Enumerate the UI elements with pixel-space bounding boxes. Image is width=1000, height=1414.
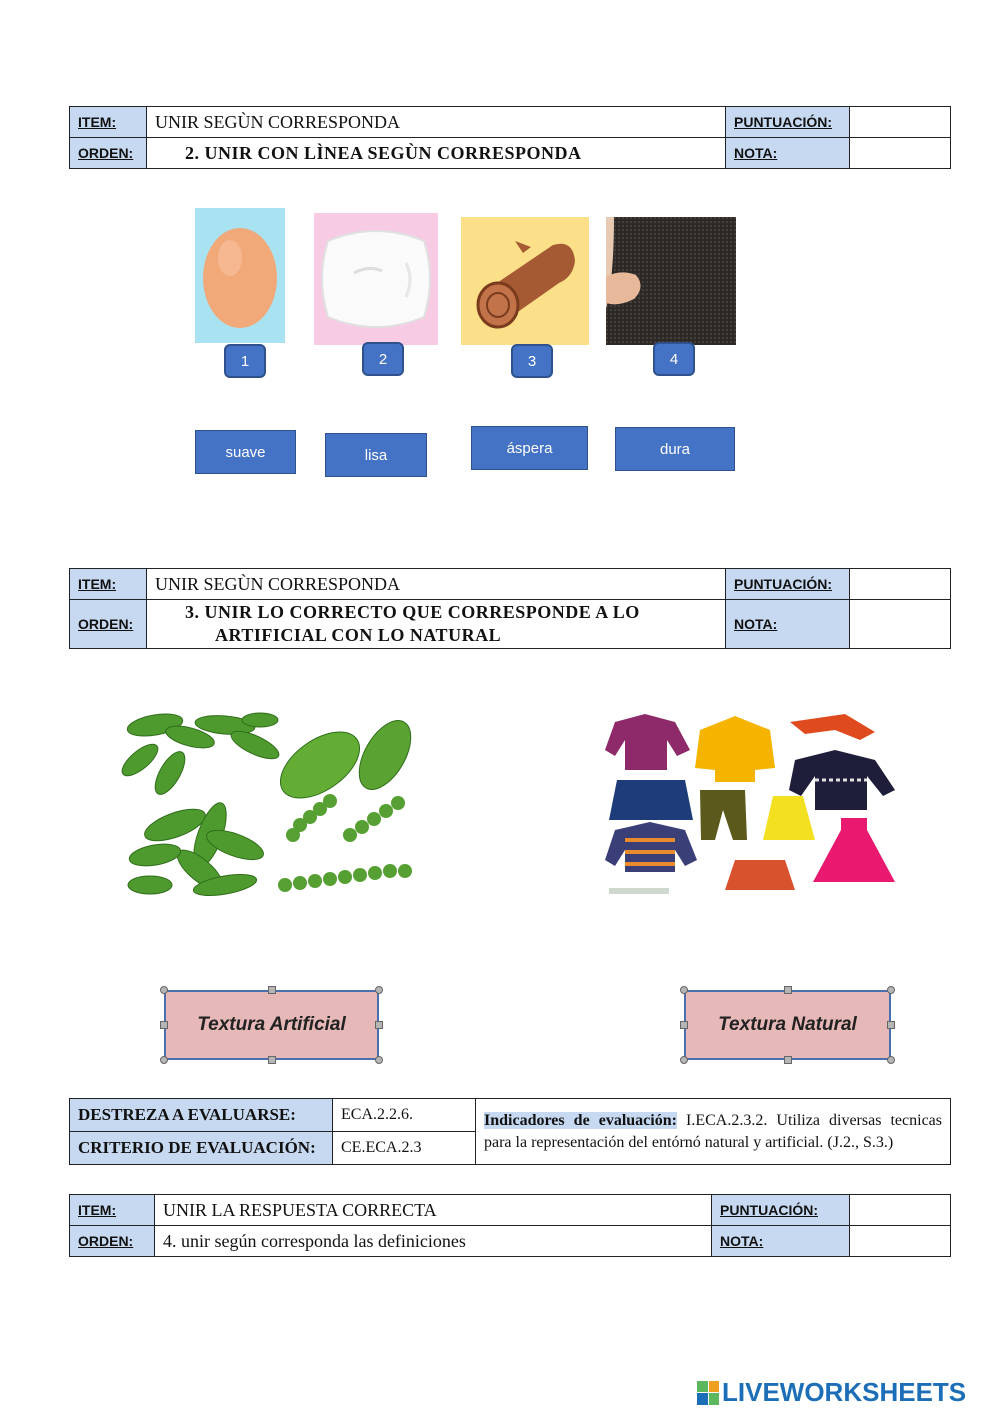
score-field[interactable] — [850, 569, 951, 600]
order-label: ORDEN: — [70, 1226, 155, 1257]
resize-handle-icon[interactable] — [887, 1021, 895, 1029]
liveworksheets-logo-text: LIVEWORKSHEETS — [722, 1377, 967, 1407]
resize-handle-icon[interactable] — [887, 1056, 895, 1064]
log-icon — [461, 217, 589, 345]
resize-handle-icon[interactable] — [375, 986, 383, 994]
order-value: 4. unir según corresponda las definiciones — [155, 1226, 712, 1257]
score-label: PUNTUACIÓN: — [726, 107, 850, 138]
order-label: ORDEN: — [70, 138, 147, 169]
resize-handle-icon[interactable] — [268, 986, 276, 994]
pillow-image — [314, 213, 438, 345]
header-table-1 — [69, 106, 951, 169]
number-button-4[interactable]: 4 — [653, 342, 695, 376]
resize-handle-icon[interactable] — [375, 1056, 383, 1064]
indicator-text: I.ECA.2.3.2. Utiliza diversas tecnicas para la representación del entórnó natural y artificial. (J.2., S.3.) — [484, 1111, 943, 1151]
item-label: ITEM: — [70, 1195, 155, 1226]
item-value: UNIR SEGÙN CORRESPONDA — [147, 569, 726, 600]
egg-icon — [195, 208, 285, 343]
resize-handle-icon[interactable] — [268, 1056, 276, 1064]
leaves-image — [115, 705, 425, 910]
grade-field[interactable] — [850, 1226, 951, 1257]
leaves-icon — [115, 705, 425, 910]
resize-handle-icon[interactable] — [784, 986, 792, 994]
resize-handle-icon[interactable] — [160, 986, 168, 994]
evaluation-table — [69, 1098, 951, 1165]
resize-handle-icon[interactable] — [375, 1021, 383, 1029]
word-button-dura[interactable]: dura — [615, 427, 735, 471]
skill-label: DESTREZA A EVALUARSE: — [70, 1099, 333, 1132]
item-label: ITEM: — [70, 107, 147, 138]
score-field[interactable] — [850, 1195, 951, 1226]
indicator-cell — [476, 1099, 951, 1165]
item-label: ITEM: — [70, 569, 147, 600]
number-button-2[interactable]: 2 — [362, 342, 404, 376]
resize-handle-icon[interactable] — [160, 1021, 168, 1029]
order-value — [147, 600, 726, 649]
texture-artificial-box[interactable]: Textura Artificial — [164, 990, 379, 1060]
skill-value: ECA.2.2.6. — [333, 1099, 476, 1132]
liveworksheets-logo[interactable] — [697, 1377, 966, 1408]
score-field[interactable] — [850, 107, 951, 138]
criterion-value: CE.ECA.2.3 — [333, 1132, 476, 1165]
grade-label: NOTA: — [726, 600, 850, 649]
item-value: UNIR SEGÙN CORRESPONDA — [147, 107, 726, 138]
number-button-3[interactable]: 3 — [511, 344, 553, 378]
resize-handle-icon[interactable] — [887, 986, 895, 994]
header-table-3 — [69, 1194, 951, 1257]
texture-natural-box[interactable]: Textura Natural — [684, 990, 891, 1060]
score-label: PUNTUACIÓN: — [726, 569, 850, 600]
word-button-lisa[interactable]: lisa — [325, 433, 427, 477]
indicator-label: Indicadores de evaluación: — [484, 1111, 677, 1129]
resize-handle-icon[interactable] — [160, 1056, 168, 1064]
grade-field[interactable] — [850, 138, 951, 169]
order-line-1: 3. UNIR LO CORRECTO QUE CORRESPONDE A LO — [185, 602, 640, 622]
score-label: PUNTUACIÓN: — [712, 1195, 850, 1226]
grade-label: NOTA: — [726, 138, 850, 169]
sandpaper-image — [606, 217, 736, 345]
criterion-label: CRITERIO DE EVALUACIÓN: — [70, 1132, 333, 1165]
liveworksheets-mark-icon — [697, 1381, 719, 1405]
grade-label: NOTA: — [712, 1226, 850, 1257]
resize-handle-icon[interactable] — [784, 1056, 792, 1064]
resize-handle-icon[interactable] — [680, 1021, 688, 1029]
item-value: UNIR LA RESPUESTA CORRECTA — [155, 1195, 712, 1226]
resize-handle-icon[interactable] — [680, 986, 688, 994]
word-button-suave[interactable]: suave — [195, 430, 296, 474]
order-value: 2. UNIR CON LÌNEA SEGÙN CORRESPONDA — [147, 138, 726, 169]
word-button-aspera[interactable]: áspera — [471, 426, 588, 470]
order-line-2: ARTIFICIAL CON LO NATURAL — [215, 625, 502, 645]
order-label: ORDEN: — [70, 600, 147, 649]
sandpaper-icon — [606, 217, 736, 345]
clothes-image — [605, 710, 910, 900]
pillow-icon — [314, 213, 438, 345]
resize-handle-icon[interactable] — [680, 1056, 688, 1064]
clothes-icon — [605, 710, 910, 900]
header-table-2 — [69, 568, 951, 649]
grade-field[interactable] — [850, 600, 951, 649]
egg-image — [195, 208, 285, 343]
number-button-1[interactable]: 1 — [224, 344, 266, 378]
log-image — [461, 217, 589, 345]
